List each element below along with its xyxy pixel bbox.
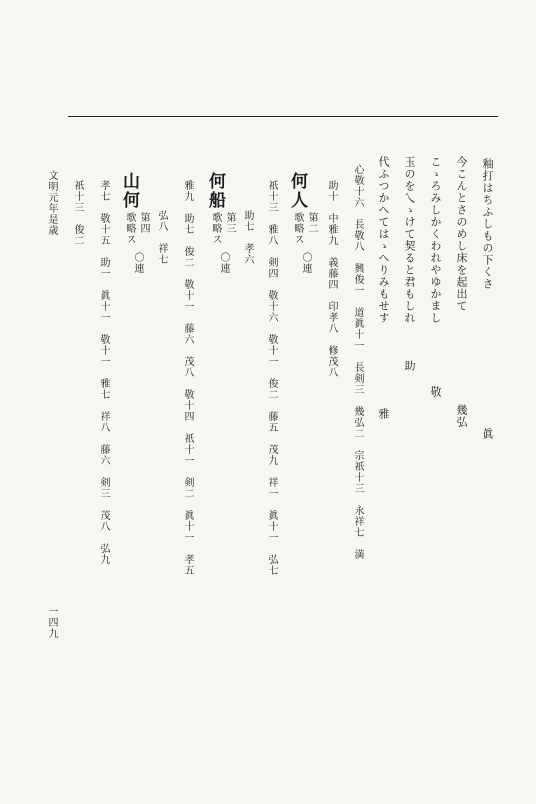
section-label-4: 第四 [138, 212, 149, 234]
section-2-line-1: 祇十三 雅八 剣四 敬十六 敬十一 俊二 藤五 茂九 祥一 眞十一 弘七 [266, 180, 277, 576]
poem-line-3: こゝろみしかくわれやゆかまし [429, 156, 442, 324]
poem-author-4: 助 [403, 360, 416, 372]
section-title-2: 何人 [287, 172, 307, 210]
section-4-line-2: 祇十三 俊二 [72, 180, 83, 246]
running-header: 文明元年是歳 [46, 170, 57, 236]
section-label2-4: 歌略ス [124, 212, 135, 245]
poem-author-5: 雅 [377, 408, 390, 420]
header-rule [68, 116, 498, 117]
page-number: 一四九 [46, 606, 57, 639]
section-suffix-2: 〇連 [300, 252, 311, 274]
tally-line-1: 心敬十六 長敬八 興俊一 道眞十一 長剣三 幾弘二 宗祇十三 永祥七 満 [352, 164, 363, 560]
section-title-3: 何船 [205, 172, 225, 210]
poem-author-1: 眞 [481, 428, 494, 440]
section-label-2: 第二 [306, 212, 317, 234]
section-3-line-2: 弘八 祥七 [156, 210, 167, 265]
section-4-line-1: 孝七 敬十五 助一 眞十一 敬十一 雅七 祥八 藤六 剣三 茂八 弘九 [98, 180, 109, 565]
poem-line-2: 今こんとさのめし床を起出て [455, 156, 468, 312]
section-title-4: 山何 [119, 172, 139, 210]
poem-line-4: 玉のを乀ゝけて契ると君もしれ [403, 156, 416, 324]
section-2-line-2: 助七 孝六 [242, 210, 253, 265]
section-label2-2: 歌略ス [292, 212, 303, 245]
poem-author-2: 幾弘 [455, 404, 468, 428]
tally-line-2: 助十 中雅九 義藤四 印孝八 修茂八 [326, 180, 337, 378]
section-suffix-3: 〇連 [218, 252, 229, 274]
section-3-line-1: 雅九 助七 俊二 敬十一 藤六 茂八 敬十四 祇十一 剣二 眞十一 孝五 [182, 180, 193, 576]
section-label-3: 第三 [224, 212, 235, 234]
section-suffix-4: 〇連 [132, 252, 143, 274]
poem-author-3: 敬 [429, 386, 442, 398]
section-label2-3: 歌略ス [210, 212, 221, 245]
poem-line-5: 代ふつかへてはゝへりみもせす [377, 156, 390, 324]
poem-line-1: 釉打はちふしもの下くさ [481, 158, 494, 290]
